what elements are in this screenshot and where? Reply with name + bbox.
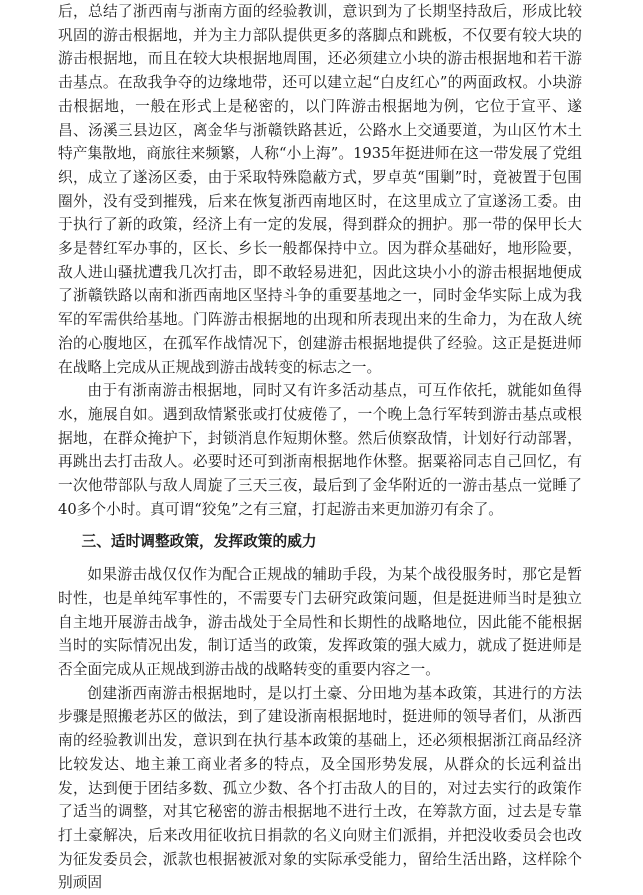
paragraph-1: 后，总结了浙西南与浙南方面的经验教训，意识到为了长期坚持敌后，形成比较巩固的游击根据地，并为主力部队提供更多的落脚点和跳板，不仅要有较大块的游击根据地，而且在较大块根据地周围，还必须建立小块的游击根据地和若干游击基点。在敌我争夺的边缘地带，还可以建立起“白皮红心”的两面政权。小块游击根据地，一般在形式上是秘密的，以门阵游击根据地为例，它位于宣平、遂昌、汤溪三县边区，离金华与浙赣铁路甚近，公路水上交通要道，为山区竹木土特产集散地，商旅往来频繁，人称“小上海”。1935年挺进师在这一带发展了党组织，成立了遂汤区委，由于采取特殊隐蔽方式，罗卓英“围剿”时，竟被置于包围圈外，没有受到摧残，后来在恢复浙西南地区时，在这里成立了宣遂汤工委。由于执行了新的政策，经济上有一定的发展，得到群众的拥护。那一带的保甲长大多是替红军办事的，区长、乡长一般都保持中立。因为群众基础好，地形险要，敌人进山骚扰遭我几次打击，即不敢轻易进犯，因此这块小小的游击根据地便成了浙赣铁路以南和浙西南地区坚持斗争的重要基地之一，同时金华实际上成为我军的军需供给基地。门阵游击根据地的出现和所表现出来的生命力，为在敌人统治的心腹地区，在孤军作战情况下，创建游击根据地提供了经验。这正是挺进师在战略上完成从正规战到游击战转变的标志之一。 (58, 3, 582, 376)
paragraph-3: 如果游击战仅仅作为配合正规战的辅助手段，为某个战役服务时，那它是暂时性，也是单纯军事性的，不需要专门去研究政策问题，但是挺进师当时是独立自主地开展游击战争，游击战处于全局性和长期性的战略地位，因此能不能根据当时的实际情况出发，制订适当的政策，发挥政策的强大威力，就成了挺进师是否全面完成从正规战到游击战的战略转变的重要内容之一。 (58, 566, 582, 678)
paragraph-4: 创建浙西南游击根据地时，是以打土豪、分田地为基本政策，其进行的方法步骤是照搬老苏区的做法，到了建设浙南根据地时，挺进师的领导者们，从浙西南的经验教训出发，意识到在执行基本政策的基础上，还必须根据浙江商品经济比较发达、地主兼工商业者多的特点，及全国形势发展，从群众的长远利益出发，达到便于团结多数、孤立少数、各个打击敌人的目的，对过去实行的政策作了适当的调整，对其它秘密的游击根据地不进行土改，在筹款方面，过去是专靠打土豪解决，后来改用征收抗日捐款的名义向财主们派捐，并把没收委员会也改为征发委员会，派款也根据被派对象的实际承受能力，留给生活出路，这样除个别顽固 (58, 684, 582, 892)
section-heading: 三、适时调整政策，发挥政策的威力 (81, 533, 317, 551)
paragraph-2: 由于有浙南游击根据地，同时又有许多活动基点，可互作依托，就能如鱼得水，施展自如。遇到敌情紧张或打仗疲倦了，一个晚上急行军转到游击基点或根据地，在群众掩护下，封锁消息作短期休整。然后侦察敌情，计划好行动部署，再跳出去打击敌人。必要时还可到浙南根据地作休整。据粟裕同志自己回忆，有一次他带部队与敌人周旋了三天三夜，最后到了金华附近的一游击基点一觉睡了40多个小时。真可谓“狡兔”之有三窟，打起游击来更加游刃有余了。 (58, 382, 582, 518)
document-page (58, 0, 582, 895)
